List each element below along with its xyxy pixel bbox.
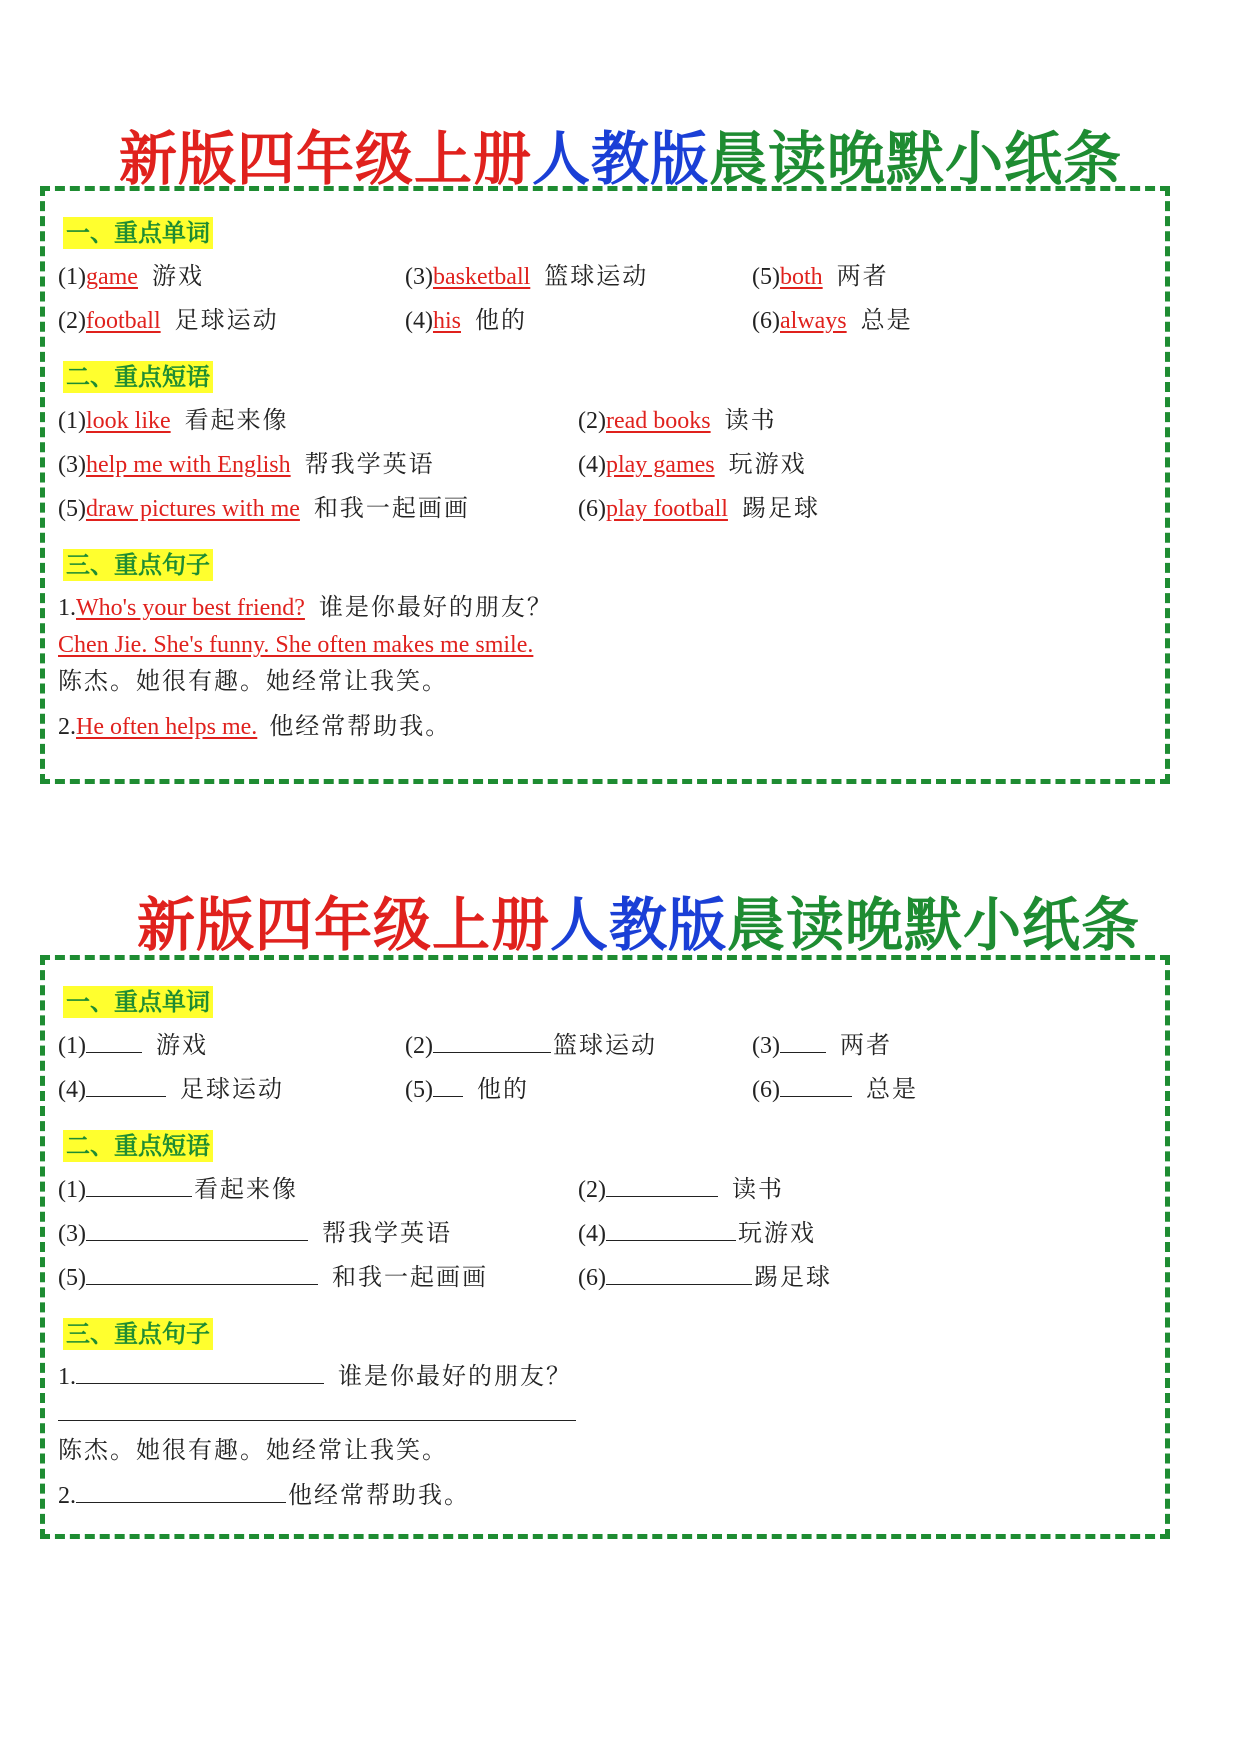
sentence-answer-line: Chen Jie. She's funny. She often makes me smile. bbox=[58, 632, 534, 658]
word-answer: basketball bbox=[432, 264, 531, 290]
title-part-notes: 晨读晚默小纸条 bbox=[709, 125, 1123, 193]
phrase-answer: help me with English bbox=[85, 452, 291, 478]
word-item: (1)game 游戏 bbox=[58, 262, 204, 290]
worksheet-title bbox=[18, 878, 1241, 962]
worksheet-title bbox=[0, 112, 1241, 196]
word-item: (3) 两者 bbox=[752, 1031, 892, 1059]
word-item: (3)basketball 篮球运动 bbox=[405, 262, 649, 290]
sentence-item: 1. 谁是你最好的朋友？ bbox=[58, 1362, 572, 1390]
word-answer: game bbox=[85, 264, 138, 290]
word-item: (4) 足球运动 bbox=[58, 1075, 284, 1103]
answer-blank[interactable] bbox=[606, 1218, 736, 1241]
phrase-answer: draw pictures with me bbox=[85, 496, 300, 522]
title-part-grade: 新版四年级上册 bbox=[118, 125, 532, 193]
section-heading-words: 一、重点单词 bbox=[63, 986, 213, 1018]
answer-blank[interactable] bbox=[76, 1361, 324, 1384]
sentence-blank-line bbox=[58, 1398, 576, 1428]
sentence-translation: 陈杰。她很有趣。她经常让我笑。 bbox=[58, 1436, 448, 1464]
word-item: (6) 总是 bbox=[752, 1075, 918, 1103]
word-answer: his bbox=[432, 308, 461, 334]
sentence-answer: Who's your best friend? bbox=[76, 595, 305, 621]
answer-blank[interactable] bbox=[58, 1398, 576, 1421]
answer-blank[interactable] bbox=[86, 1030, 142, 1053]
phrase-item: (4)play games 玩游戏 bbox=[578, 450, 807, 478]
answer-blank[interactable] bbox=[606, 1262, 752, 1285]
title-part-grade: 新版四年级上册 bbox=[136, 891, 550, 959]
title-part-notes: 晨读晚默小纸条 bbox=[727, 891, 1141, 959]
word-item: (5) 他的 bbox=[405, 1075, 529, 1103]
answer-blank[interactable] bbox=[433, 1030, 551, 1053]
word-item: (4)his 他的 bbox=[405, 306, 527, 334]
word-item: (2)football 足球运动 bbox=[58, 306, 279, 334]
phrase-item: (6) 踢足球 bbox=[578, 1263, 832, 1291]
word-item: (5)both 两者 bbox=[752, 262, 889, 290]
section-heading-phrases: 二、重点短语 bbox=[63, 361, 213, 393]
phrase-answer: read books bbox=[605, 408, 711, 434]
sentence-item: 1.Who's your best friend? 谁是你最好的朋友？ bbox=[58, 593, 553, 621]
sentence-translation: 陈杰。她很有趣。她经常让我笑。 bbox=[58, 667, 448, 695]
phrase-item: (3)help me with English 帮我学英语 bbox=[58, 450, 435, 478]
phrase-item: (4) 玩游戏 bbox=[578, 1219, 816, 1247]
answer-blank[interactable] bbox=[86, 1218, 308, 1241]
phrase-item: (6)play football 踢足球 bbox=[578, 494, 820, 522]
word-item: (2) 篮球运动 bbox=[405, 1031, 657, 1059]
answer-blank[interactable] bbox=[86, 1174, 192, 1197]
answer-blank[interactable] bbox=[433, 1074, 463, 1097]
answer-card bbox=[40, 186, 1170, 784]
sentence-answer: He often helps me. bbox=[76, 714, 258, 740]
phrase-item: (1) 看起来像 bbox=[58, 1175, 298, 1203]
title-part-edition: 人教版 bbox=[531, 125, 709, 193]
answer-blank[interactable] bbox=[86, 1074, 166, 1097]
section-heading-words: 一、重点单词 bbox=[63, 217, 213, 249]
word-item: (6)always 总是 bbox=[752, 306, 913, 334]
phrase-item: (3) 帮我学英语 bbox=[58, 1219, 452, 1247]
section-heading-sentences: 三、重点句子 bbox=[63, 1318, 213, 1350]
word-item: (1) 游戏 bbox=[58, 1031, 208, 1059]
phrase-answer: play football bbox=[605, 496, 728, 522]
answer-blank[interactable] bbox=[76, 1480, 286, 1503]
answer-blank[interactable] bbox=[780, 1074, 852, 1097]
answer-blank[interactable] bbox=[606, 1174, 718, 1197]
word-answer: football bbox=[85, 308, 161, 334]
phrase-item: (5) 和我一起画画 bbox=[58, 1263, 488, 1291]
title-part-edition: 人教版 bbox=[549, 891, 727, 959]
section-heading-sentences: 三、重点句子 bbox=[63, 549, 213, 581]
phrase-answer: play games bbox=[605, 452, 715, 478]
word-answer: both bbox=[779, 264, 823, 290]
word-answer: always bbox=[779, 308, 847, 334]
sentence-item: 2. 他经常帮助我。 bbox=[58, 1481, 470, 1509]
blank-card bbox=[40, 955, 1170, 1539]
sentence-item: 2.He often helps me. 他经常帮助我。 bbox=[58, 712, 452, 740]
answer-blank[interactable] bbox=[86, 1262, 318, 1285]
section-heading-phrases: 二、重点短语 bbox=[63, 1130, 213, 1162]
phrase-item: (1)look like 看起来像 bbox=[58, 406, 289, 434]
answer-blank[interactable] bbox=[780, 1030, 826, 1053]
phrase-answer: look like bbox=[85, 408, 171, 434]
phrase-item: (2)read books 读书 bbox=[578, 406, 777, 434]
phrase-item: (5)draw pictures with me 和我一起画画 bbox=[58, 494, 470, 522]
phrase-item: (2) 读书 bbox=[578, 1175, 784, 1203]
